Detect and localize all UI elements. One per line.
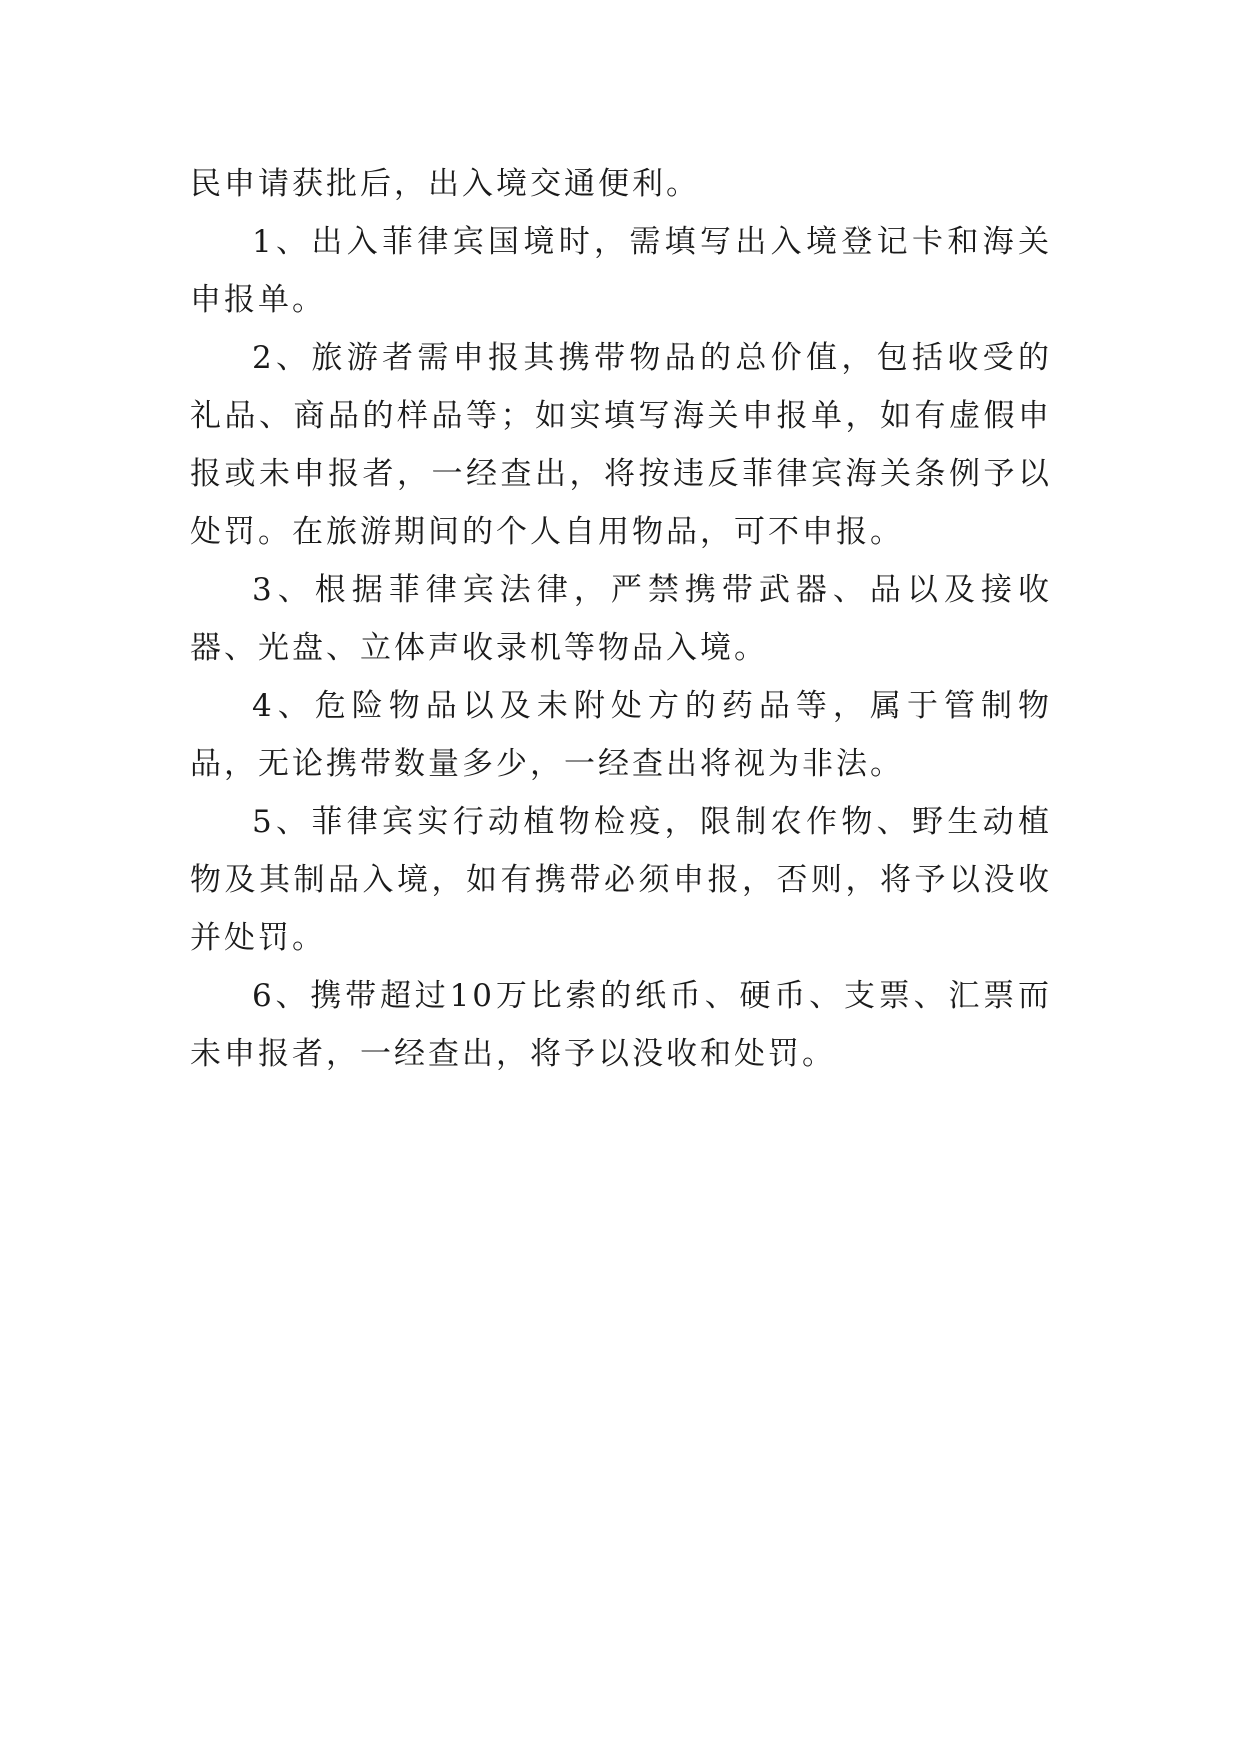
paragraph-item-5: 5、菲律宾实行动植物检疫，限制农作物、野生动植物及其制品入境，如有携带必须申报，否则，将予以没收并处罚。 [190, 804, 1052, 956]
paragraph-continuation: 民申请获批后，出入境交通便利。 [190, 166, 700, 202]
paragraph-item-3: 3、根据菲律宾法律，严禁携带武器、品以及接收器、光盘、立体声收录机等物品入境。 [190, 572, 1052, 666]
paragraph-item-6: 6、携带超过10万比索的纸币、硬币、支票、汇票而未申报者，一经查出，将予以没收和处罚。 [190, 978, 1052, 1072]
paragraph-item-4: 4、危险物品以及未附处方的药品等，属于管制物品，无论携带数量多少，一经查出将视为非法。 [190, 688, 1052, 782]
paragraph-item-2: 2、旅游者需申报其携带物品的总价值，包括收受的礼品、商品的样品等；如实填写海关申报单，如有虚假申报或未申报者，一经查出，将按违反菲律宾海关条例予以处罚。在旅游期间的个人自用物品，可不申报。 [190, 340, 1052, 550]
document-body [190, 155, 1052, 1083]
paragraph-item-1: 1、出入菲律宾国境时，需填写出入境登记卡和海关申报单。 [190, 224, 1052, 318]
